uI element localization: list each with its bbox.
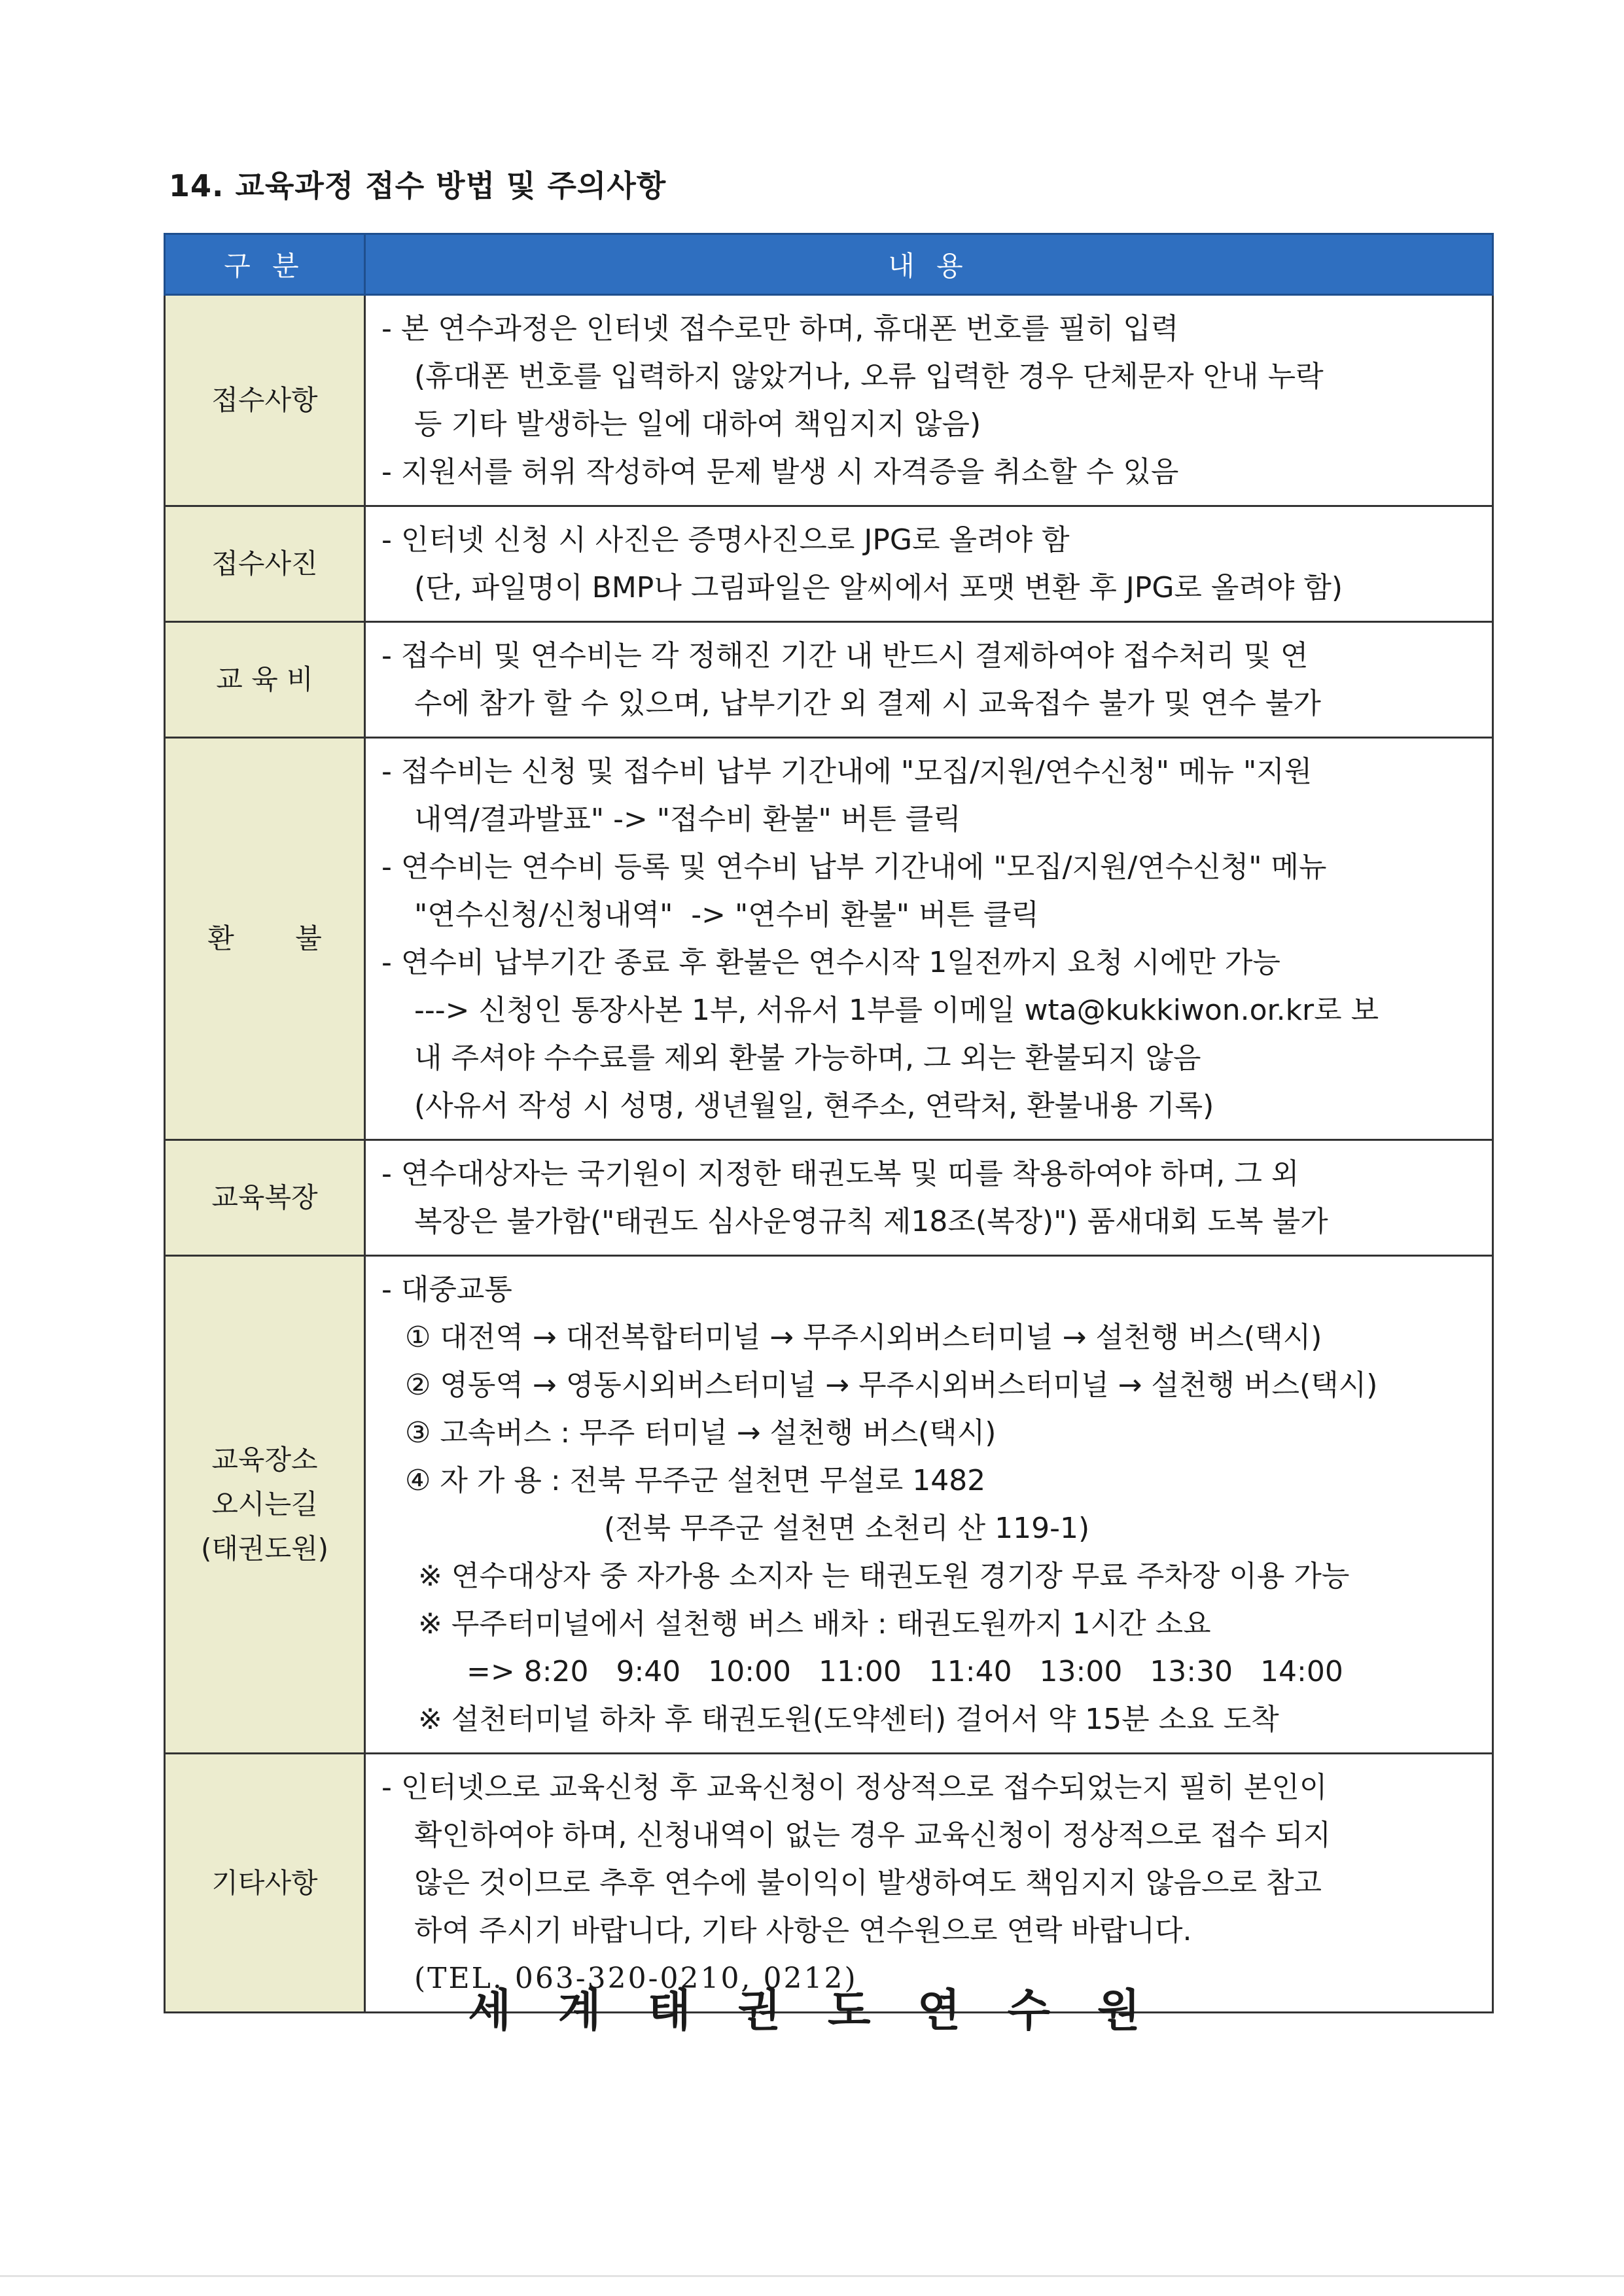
contact-phone: (TEL. 063-320-0210, 0212): [414, 1962, 858, 1995]
category-label: 환 불: [207, 922, 322, 954]
content-line: 않은 것이므로 추후 연수에 불이익이 발생하여도 책임지지 않음으로 참고: [414, 1866, 1322, 1900]
header-category: 구 분: [165, 234, 365, 295]
content-line: - 연수비 납부기간 종료 후 환불은 연수시작 1일전까지 요청 시에만 가능: [381, 946, 1280, 979]
category-label: (태권도원): [200, 1533, 329, 1565]
category-label: 교 육 비: [216, 663, 313, 695]
table-row: [165, 1754, 1493, 2013]
content-line: (단, 파일명이 BMP나 그림파일은 알씨에서 포맷 변환 후 JPG로 올려야 함): [414, 571, 1343, 604]
content-line: ※ 설천터미널 하차 후 태권도원(도약센터) 걸어서 약 15분 소요 도착: [418, 1703, 1279, 1736]
table-header-row: [165, 234, 1493, 295]
content-line: 하여 주시기 바랍니다, 기타 사항은 연수원으로 연락 바랍니다.: [414, 1914, 1192, 1947]
row-content: [365, 506, 1493, 622]
row-category: [165, 738, 365, 1140]
content-line: 내역/결과발표" -> "접수비 환불" 버튼 클릭: [414, 803, 961, 836]
content-line: - 접수비 및 연수비는 각 정해진 기간 내 반드시 결제하여야 접수처리 및 연: [381, 639, 1309, 672]
content-line: ① 대전역 → 대전복합터미널 → 무주시외버스터미널 → 설천행 버스(택시): [405, 1321, 1322, 1354]
row-content: [365, 1140, 1493, 1256]
content-line: 수에 참가 할 수 있으며, 납부기간 외 결제 시 교육접수 불가 및 연수 불가: [414, 687, 1321, 720]
row-category: [165, 506, 365, 622]
page-bottom-rule: [0, 2275, 1624, 2277]
footer-organization-name: 세 계 태 권 도 연 수 원: [468, 1985, 1156, 2037]
row-category: [165, 1256, 365, 1754]
category-label: 접수사진: [211, 548, 318, 580]
row-content: [365, 738, 1493, 1140]
header-content: 내 용: [365, 234, 1493, 295]
content-line: - 대중교통: [381, 1273, 512, 1306]
content-line: ③ 고속버스 : 무주 터미널 → 설천행 버스(택시): [405, 1416, 997, 1450]
content-line: - 접수비는 신청 및 접수비 납부 기간내에 "모집/지원/연수신청" 메뉴 "지원: [381, 755, 1313, 788]
category-label: 교육장소: [211, 1444, 318, 1476]
table-row: [165, 622, 1493, 738]
row-content: [365, 622, 1493, 738]
content-line: (사유서 작성 시 성명, 생년월일, 현주소, 연락처, 환불내용 기록): [414, 1089, 1214, 1122]
content-line: 확인하여야 하며, 신청내역이 없는 경우 교육신청이 정상적으로 접수 되지: [414, 1818, 1331, 1852]
row-category: [165, 1140, 365, 1256]
content-line: ---> 신청인 통장사본 1부, 서유서 1부를 이메일 wta@kukkiwon.or.kr로 보: [414, 994, 1379, 1027]
table-row: [165, 1256, 1493, 1754]
row-content: [365, 295, 1493, 506]
row-category: [165, 1754, 365, 2013]
table-row: [165, 506, 1493, 622]
category-label: 접수사항: [211, 384, 318, 416]
content-line: 내 주셔야 수수료를 제외 환불 가능하며, 그 외는 환불되지 않음: [414, 1041, 1201, 1075]
category-label: 오시는길: [211, 1488, 318, 1520]
content-line: - 연수비는 연수비 등록 및 연수비 납부 기간내에 "모집/지원/연수신청" 메뉴: [381, 850, 1327, 884]
content-line: 등 기타 발생하는 일에 대하여 책임지지 않음): [414, 408, 981, 441]
table-row: [165, 738, 1493, 1140]
row-category: [165, 622, 365, 738]
content-line: "연수신청/신청내역" -> "연수비 환불" 버튼 클릭: [414, 898, 1040, 931]
category-label: 교육복장: [211, 1181, 318, 1213]
info-table: [164, 233, 1494, 2013]
content-line: - 연수대상자는 국기원이 지정한 태권도복 및 띠를 착용하여야 하며, 그 외: [381, 1157, 1299, 1191]
row-category: [165, 295, 365, 506]
content-line: ※ 연수대상자 중 자가용 소지자 는 태권도원 경기장 무료 주차장 이용 가능: [418, 1559, 1350, 1593]
row-content: [365, 1256, 1493, 1754]
content-line: - 인터넷 신청 시 사진은 증명사진으로 JPG로 올려야 함: [381, 523, 1070, 557]
content-line: - 인터넷으로 교육신청 후 교육신청이 정상적으로 접수되었는지 필히 본인이: [381, 1771, 1328, 1804]
content-line: 복장은 불가함("태권도 심사운영규칙 제18조(복장)") 품새대회 도복 불가: [414, 1205, 1328, 1238]
table-row: [165, 1140, 1493, 1256]
content-line: ④ 자 가 용 : 전북 무주군 설천면 무설로 1482: [405, 1464, 986, 1497]
content-line: - 지원서를 허위 작성하여 문제 발생 시 자격증을 취소할 수 있음: [381, 455, 1179, 489]
content-line: ② 영동역 → 영동시외버스터미널 → 무주시외버스터미널 → 설천행 버스(택시): [405, 1368, 1378, 1402]
category-label: 기타사항: [211, 1866, 318, 1899]
content-line: ※ 무주터미널에서 설천행 버스 배차 : 태권도원까지 1시간 소요: [418, 1607, 1211, 1641]
table-row: [165, 295, 1493, 506]
content-line: - 본 연수과정은 인터넷 접수로만 하며, 휴대폰 번호를 필히 입력: [381, 312, 1179, 345]
content-line: (휴대폰 번호를 입력하지 않았거나, 오류 입력한 경우 단체문자 안내 누락: [414, 360, 1324, 393]
section-title: 14. 교육과정 접수 방법 및 주의사항: [169, 168, 667, 203]
row-content: [365, 1754, 1493, 2013]
content-line: (전북 무주군 설천면 소천리 산 119-1): [604, 1512, 1090, 1545]
content-line: => 8:20 9:40 10:00 11:00 11:40 13:00 13:30 14:00: [467, 1655, 1343, 1688]
